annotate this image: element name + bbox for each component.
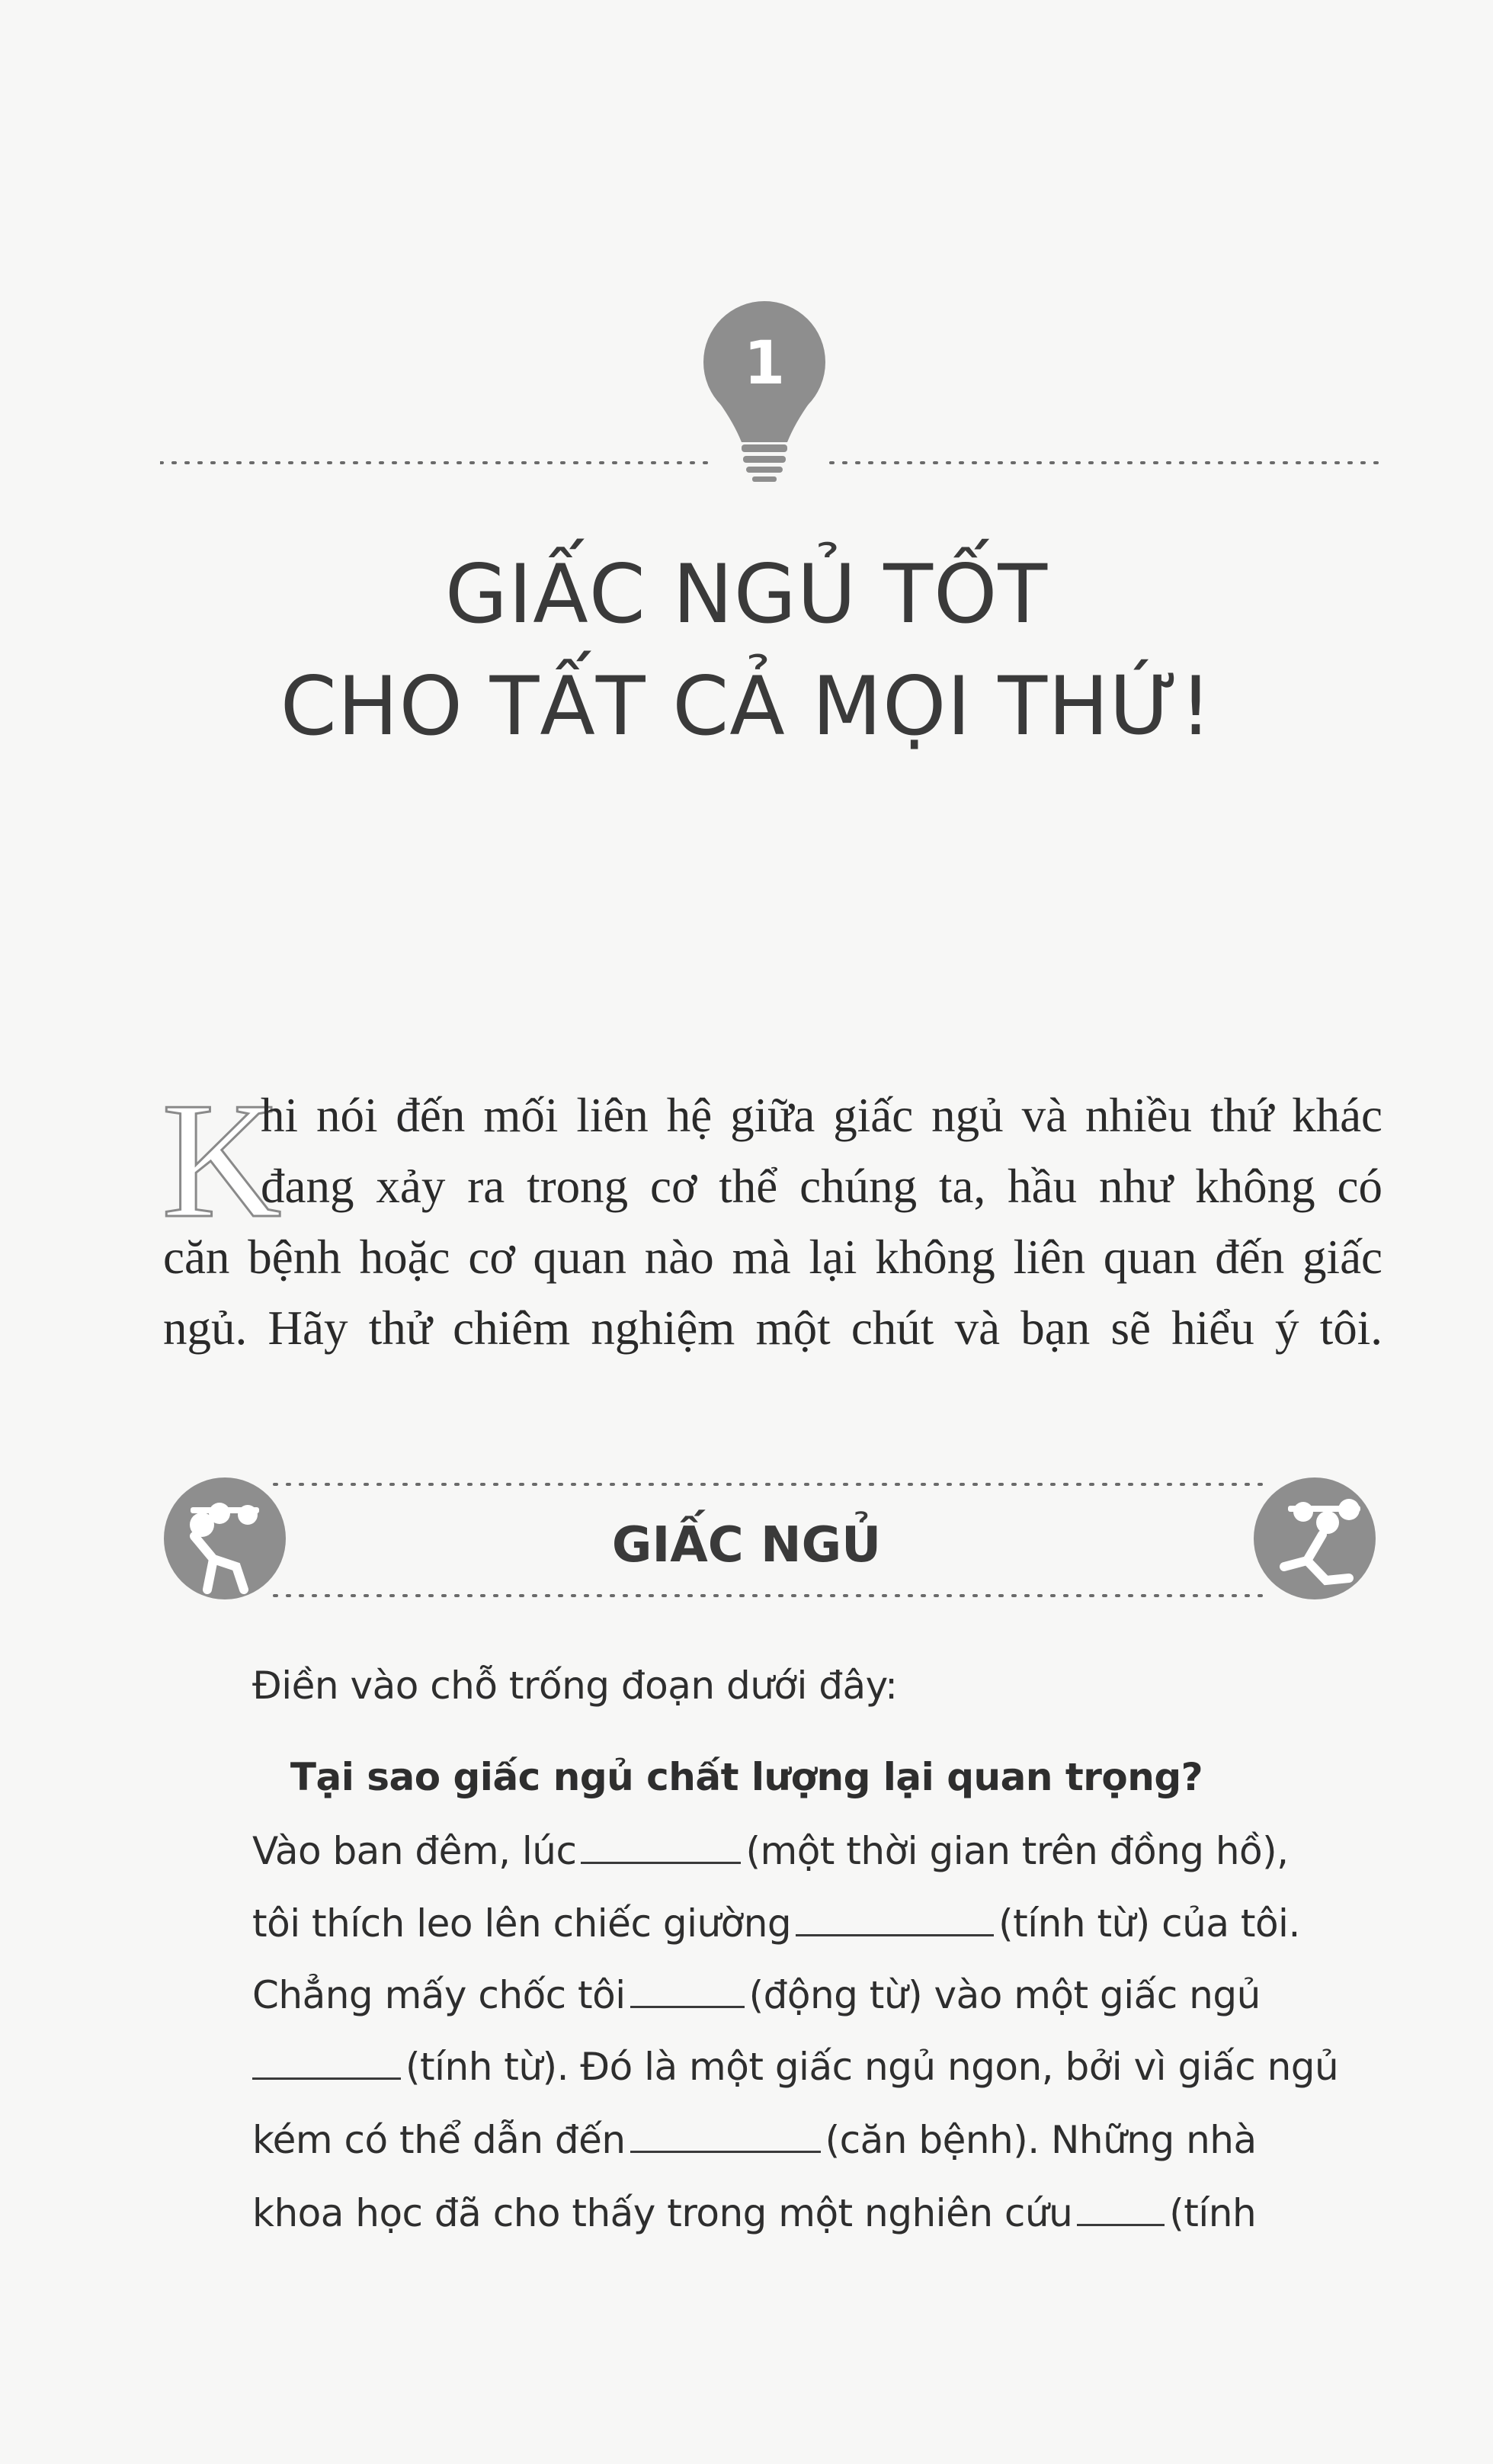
exercise-text: Vào ban đêm, lúc (252, 1829, 577, 1873)
intro-line: hi nói đến mối liên hệ giữa giấc ngủ và nhiều thứ khác (261, 1089, 1382, 1142)
dotted-divider (160, 460, 1379, 465)
exercise-text: (căn bệnh). Những nhà (825, 2118, 1257, 2162)
lightbulb-icon (688, 301, 841, 499)
fill-in-blank[interactable] (252, 2047, 401, 2080)
exercise-line (252, 1901, 1300, 1946)
exercise-text: (tính (1169, 2191, 1257, 2235)
exercise-line (252, 1829, 1289, 1873)
chapter-title-line-1: GIẤC NGỦ TỐT (444, 547, 1049, 641)
exercise-text: (một thời gian trên đồng hồ), (745, 1829, 1289, 1873)
exercise-line (252, 2191, 1257, 2235)
exercise-line (252, 2118, 1257, 2162)
fill-in-blank[interactable] (796, 1904, 994, 1936)
exercise-text: khoa học đã cho thấy trong một nghiên cứu (252, 2191, 1073, 2235)
chapter-number: 1 (743, 329, 786, 398)
fill-in-blank[interactable] (630, 2120, 821, 2153)
fill-in-blank[interactable] (630, 1975, 745, 2008)
exercise-line (252, 2045, 1339, 2089)
exercise-text: Chẳng mấy chốc tôi (252, 1973, 626, 2017)
drop-cap: K (162, 1069, 282, 1253)
fill-in-blank[interactable] (1077, 2193, 1165, 2226)
intro-line: đang xảy ra trong cơ thể chúng ta, hầu như không có (261, 1160, 1382, 1213)
exercise-question: Tại sao giấc ngủ chất lượng lại quan trọng? (290, 1755, 1203, 1799)
intro-line: ngủ. Hãy thử chiêm nghiệm một chút và bạn sẽ hiểu ý tôi. (163, 1301, 1382, 1355)
fill-in-blank[interactable] (581, 1831, 741, 1864)
exercise-instruction: Điền vào chỗ trống đoạn dưới đây: (252, 1664, 898, 1708)
exercise-text: (động từ) vào một giấc ngủ (748, 1973, 1261, 2017)
chapter-title-line-2: CHO TẤT CẢ MỌI THỨ! (280, 659, 1213, 753)
exercise-text: tôi thích leo lên chiếc giường (252, 1901, 792, 1946)
intro-line: căn bệnh hoặc cơ quan nào mà lại không liên quan đến giấc (163, 1230, 1382, 1284)
exercise-line (252, 1973, 1261, 2017)
section-title: GIẤC NGỦ (611, 1517, 882, 1574)
exercise-text: kém có thể dẫn đến (252, 2118, 626, 2162)
exercise-text: (tính từ) của tôi. (998, 1901, 1300, 1946)
exercise-text: (tính từ). Đó là một giấc ngủ ngon, bởi vì giấc ngủ (405, 2045, 1339, 2089)
